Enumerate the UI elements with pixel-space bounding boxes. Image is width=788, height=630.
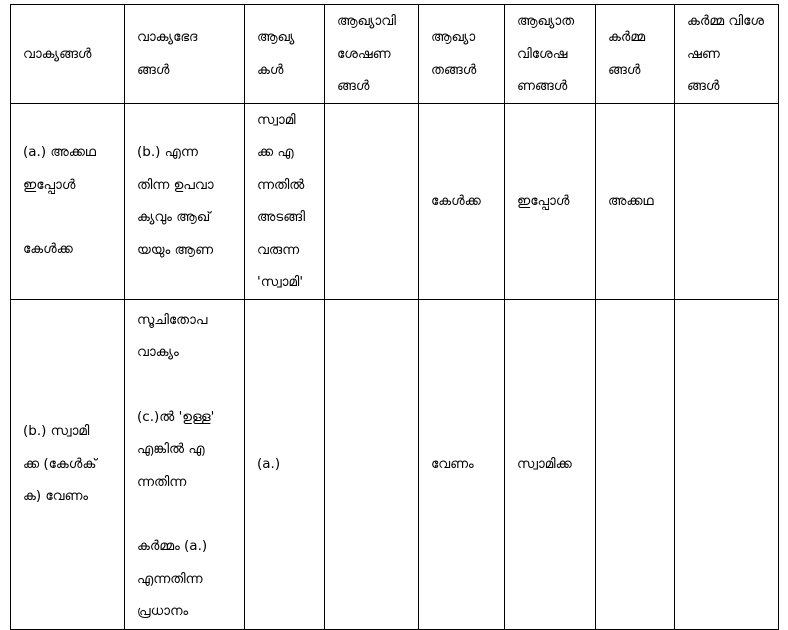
object-cell: അക്കഥ — [596, 103, 675, 299]
predicate-cell: വേണം — [419, 299, 505, 629]
header-predicates: ആഖ്യാ തങ്ങൾ — [419, 5, 505, 104]
predicate-modifier-cell: ഇപ്പോൾ — [505, 103, 596, 299]
sentence-cell: (b.) സ്വാമി ക്ക (കേൾക് ക) വേണം — [11, 299, 125, 629]
predicate-cell: കേൾക്ക — [419, 103, 505, 299]
header-row — [11, 5, 779, 104]
table-row — [11, 299, 779, 629]
subject-cell: സ്വാമി ക്ക എ ന്നതിൽ അടങ്ങി വരുന്ന 'സ്വാമി' — [245, 103, 325, 299]
sentence-type-cell: സൂചിതോപ വാക്യം (c.)ൽ 'ഉള്ള' എങ്കിൽ എ ന്നതിന്ന കർമ്മം (a.) എന്നതിന്ന പ്രധാനം — [125, 299, 245, 629]
object-modifier-cell — [675, 299, 779, 629]
predicate-modifier-cell: സ്വാമിക്ക — [505, 299, 596, 629]
sentence-analysis-table — [10, 4, 779, 630]
header-objects: കർമ്മ ങ്ങൾ — [596, 5, 675, 104]
object-modifier-cell — [675, 103, 779, 299]
table-row — [11, 103, 779, 299]
subject-modifier-cell — [325, 299, 419, 629]
subject-modifier-cell — [325, 103, 419, 299]
header-object-modifiers: കർമ്മ വിശേ ഷണ ങ്ങൾ — [675, 5, 779, 104]
header-predicate-modifiers: ആഖ്യാത വിശേഷ ണങ്ങൾ — [505, 5, 596, 104]
header-subjects: ആഖ്യ കൾ — [245, 5, 325, 104]
object-cell — [596, 299, 675, 629]
header-sentences: വാക്യങ്ങൾ — [11, 5, 125, 104]
subject-cell: (a.) — [245, 299, 325, 629]
header-sentence-types: വാക്യഭേദ ങ്ങൾ — [125, 5, 245, 104]
sentence-type-cell: (b.) എന്ന തിന്ന ഉപവാ ക്യവും ആഖ് യയും ആണ — [125, 103, 245, 299]
sentence-cell: (a.) അക്കഥ ഇപ്പോൾ കേൾക്ക — [11, 103, 125, 299]
header-subject-modifiers: ആഖ്യാവി ശേഷണ ങ്ങൾ — [325, 5, 419, 104]
